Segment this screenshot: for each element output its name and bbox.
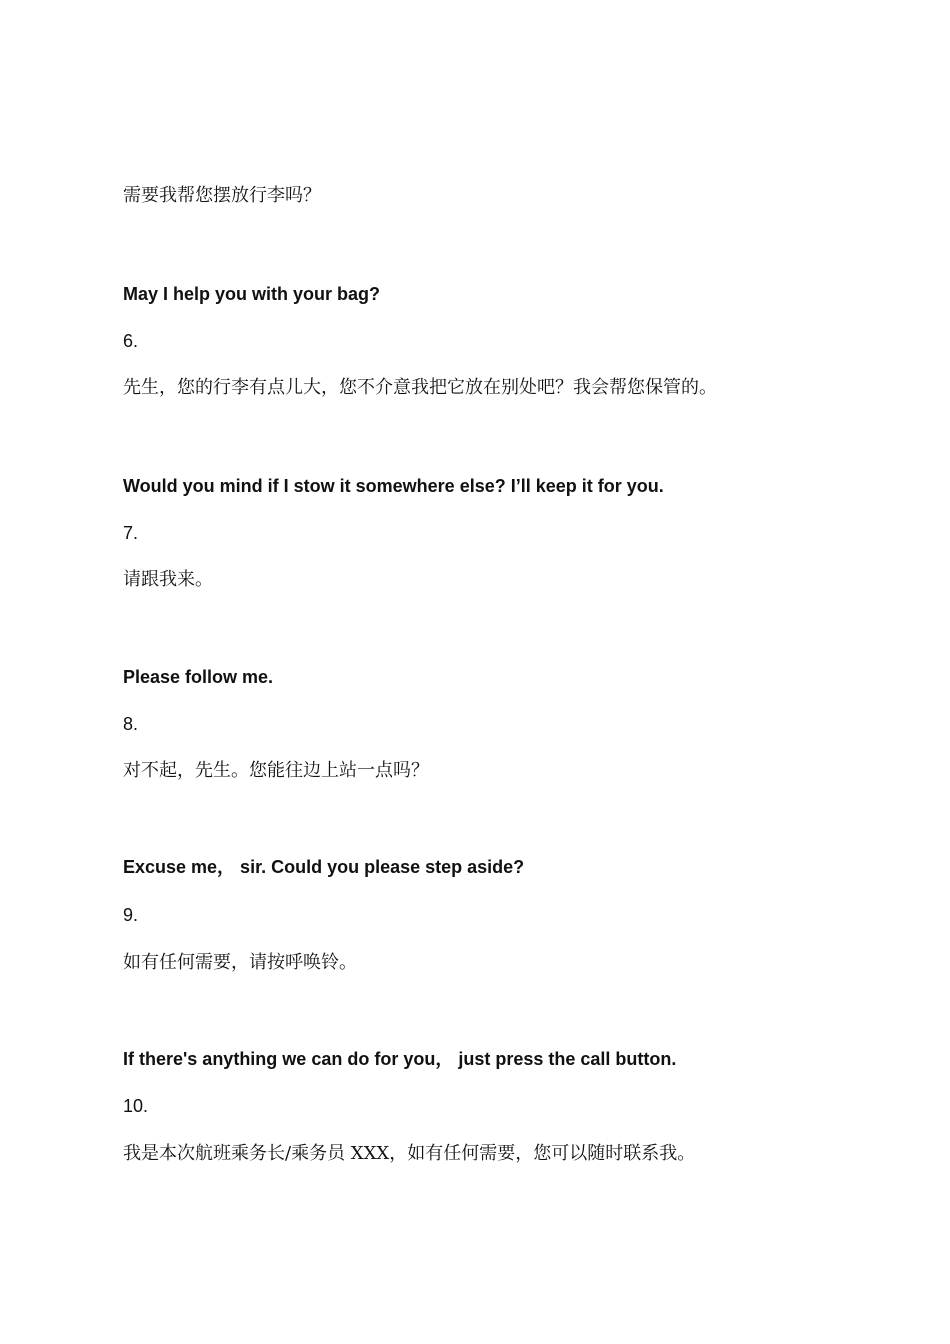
chinese-sentence: 对不起，先生。您能往边上站一点吗？ <box>123 760 429 781</box>
item-number: 6. <box>123 331 139 351</box>
item-number: 10. <box>123 1096 149 1116</box>
chinese-sentence: 如有任何需要，请按呼唤铃。 <box>123 952 357 973</box>
chinese-sentence: 我是本次航班乘务长/乘务员 XXX，如有任何需要，您可以随时联系我。 <box>123 1143 696 1164</box>
english-sentence: Please follow me. <box>123 667 274 687</box>
chinese-sentence: 请跟我来。 <box>123 569 213 590</box>
item-number: 7. <box>123 523 139 543</box>
english-sentence: Excuse me， sir. Could you please step aside? <box>123 857 525 877</box>
item-number: 8. <box>123 714 139 734</box>
english-sentence: Would you mind if I stow it somewhere else? I’ll keep it for you. <box>123 476 664 496</box>
chinese-sentence: 先生，您的行李有点儿大，您不介意我把它放在别处吧？我会帮您保管的。 <box>123 377 717 398</box>
chinese-sentence: 需要我帮您摆放行李吗？ <box>123 185 321 206</box>
english-sentence: May I help you with your bag? <box>123 284 381 304</box>
item-number: 9. <box>123 905 139 925</box>
english-sentence: If there's anything we can do for you， just press the call button. <box>123 1049 677 1069</box>
